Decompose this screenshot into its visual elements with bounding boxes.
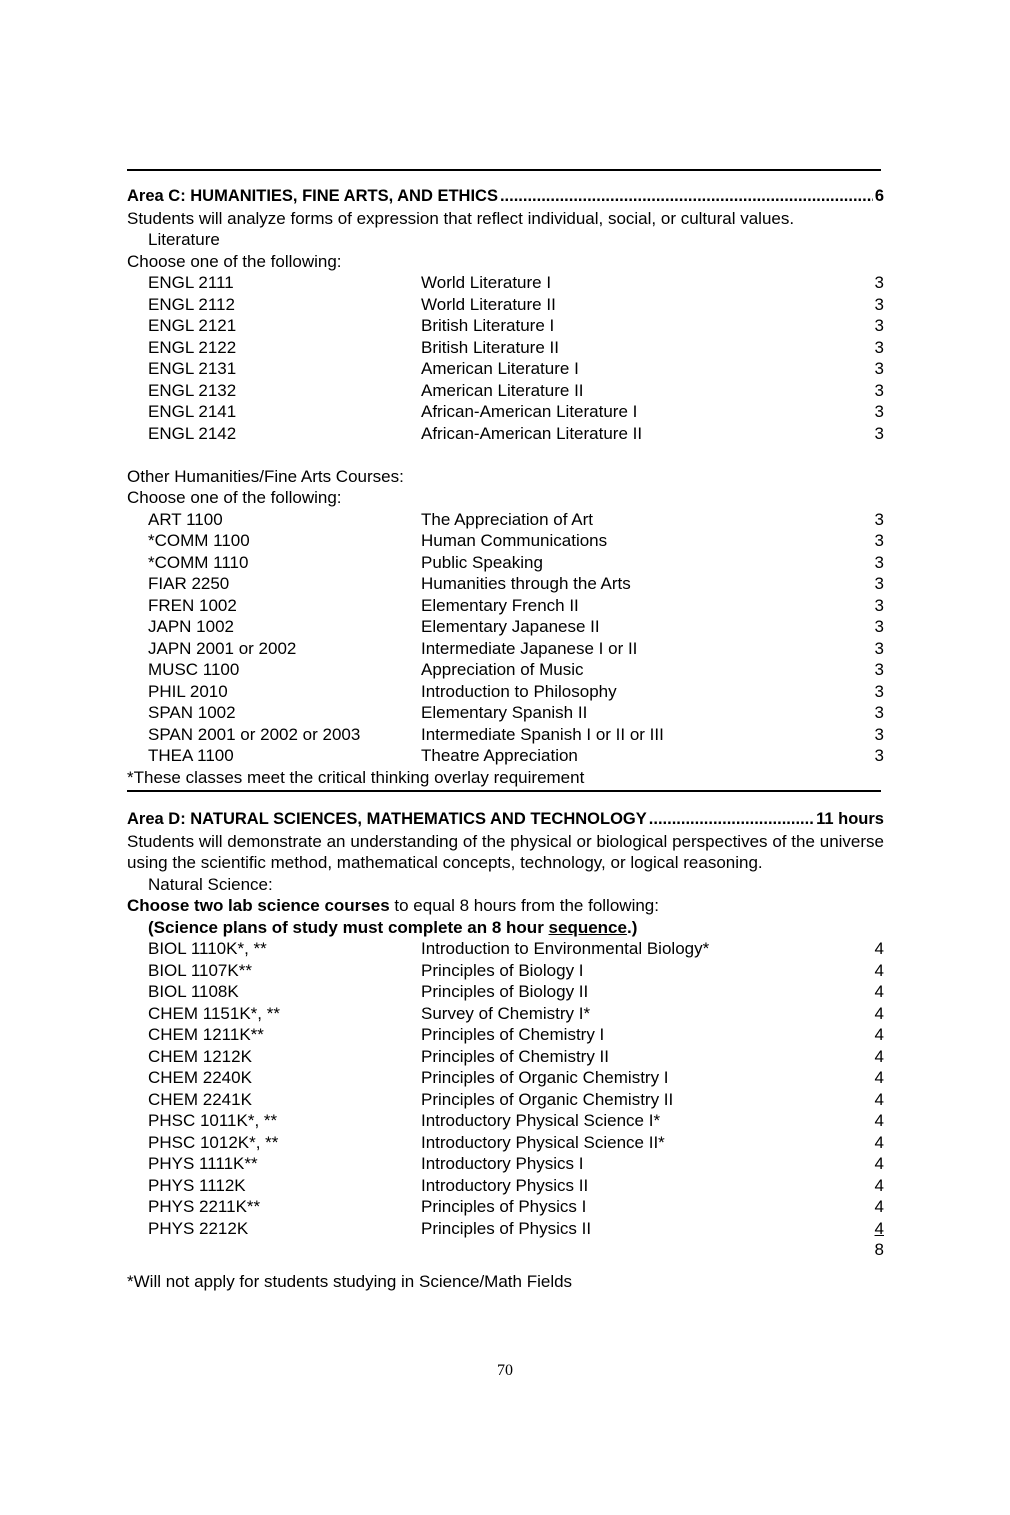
course-hours: 3	[874, 402, 884, 421]
course-row	[127, 272, 884, 294]
course-hours: 3	[874, 531, 884, 550]
course-title: American Literature I	[421, 359, 579, 378]
course-code: CHEM 2240K	[148, 1068, 252, 1087]
page-number: 70	[497, 1362, 513, 1379]
course-hours: 4	[874, 1175, 884, 1195]
course-hours: 4	[874, 939, 884, 958]
course-row	[127, 938, 884, 960]
course-hours: 3	[874, 337, 884, 357]
course-code: PHYS 1111K**	[148, 1154, 258, 1173]
course-code: FIAR 2250	[148, 574, 230, 593]
course-title: African-American Literature II	[421, 423, 643, 443]
course-hours: 3	[874, 703, 884, 722]
course-code: SPAN 2001 or 2002 or 2003	[148, 724, 361, 744]
course-row	[127, 724, 884, 746]
course-row	[127, 1110, 884, 1132]
total-hours: 8	[874, 1240, 884, 1259]
area-d-hours: 11 hours	[816, 810, 884, 828]
course-title: Theatre Appreciation	[421, 746, 578, 765]
area-c-heading	[127, 186, 884, 208]
course-hours: 4	[874, 1197, 884, 1216]
course-hours: 4	[874, 1046, 884, 1066]
course-title: The Appreciation of Art	[421, 509, 593, 529]
sequence-note-suffix: .)	[626, 917, 638, 937]
course-title: Public Speaking	[421, 552, 543, 572]
natural-science-label: Natural Science:	[148, 874, 273, 894]
course-title: Principles of Biology I	[421, 960, 584, 980]
course-code: ART 1100	[148, 509, 223, 529]
course-hours: 4	[874, 1111, 884, 1130]
course-code: ENGL 2112	[148, 294, 235, 314]
course-hours: 3	[874, 552, 884, 572]
course-code: ENGL 2141	[148, 402, 237, 421]
course-row	[127, 573, 884, 595]
course-title: Elementary Japanese II	[421, 617, 600, 636]
area-d-description: Students will demonstrate an understanding of the physical or biological perspectives of the universe using the scientific method, mathematical concepts, technology, or logical reasoning.	[127, 831, 884, 872]
course-hours: 4	[874, 1218, 884, 1238]
sequence-note-underlined: sequence	[548, 917, 627, 937]
course-hours: 3	[874, 509, 884, 529]
sequence-note-prefix: (Science plans of study must complete an 8 hour	[148, 917, 549, 937]
other-humanities-course-list	[127, 509, 884, 767]
literature-label: Literature	[148, 230, 220, 249]
course-title: Principles of Biology II	[421, 982, 589, 1001]
course-hours: 4	[874, 1154, 884, 1173]
course-hours: 4	[874, 1025, 884, 1044]
science-course-list	[127, 938, 884, 1239]
course-title: World Literature I	[421, 273, 552, 292]
course-row	[127, 1067, 884, 1089]
course-code: ENGL 2122	[148, 337, 237, 357]
course-row	[127, 638, 884, 660]
course-code: PHSC 1011K*, **	[148, 1111, 278, 1130]
choose-lab-science-rest: to equal 8 hours from the following:	[389, 896, 659, 915]
course-row	[127, 745, 884, 767]
course-title: Elementary Spanish II	[421, 703, 588, 722]
course-title: Humanities through the Arts	[421, 574, 631, 593]
course-title: Principles of Physics I	[421, 1197, 587, 1216]
course-title: Principles of Chemistry II	[421, 1046, 609, 1066]
course-title: Elementary French II	[421, 595, 579, 615]
course-title: Principles of Chemistry I	[421, 1025, 605, 1044]
course-code: CHEM 1212K	[148, 1046, 252, 1066]
course-hours: 3	[874, 359, 884, 378]
course-hours: 4	[874, 982, 884, 1001]
course-row	[127, 1153, 884, 1175]
course-code: PHYS 1112K	[148, 1175, 246, 1195]
course-row	[127, 616, 884, 638]
course-hours: 3	[874, 423, 884, 443]
course-title: World Literature II	[421, 294, 556, 314]
course-code: FREN 1002	[148, 595, 237, 615]
course-code: ENGL 2132	[148, 380, 237, 400]
literature-course-list	[127, 272, 884, 444]
choose-lab-science	[127, 895, 884, 917]
literature-choose: Choose one of the following:	[127, 251, 342, 271]
course-code: SPAN 1002	[148, 703, 236, 722]
course-row	[127, 509, 884, 531]
other-humanities-choose: Choose one of the following:	[127, 488, 342, 507]
course-row	[127, 315, 884, 337]
course-code: PHYS 2211K**	[148, 1197, 261, 1216]
course-code: THEA 1100	[148, 746, 234, 765]
course-hours: 4	[874, 960, 884, 980]
course-row	[127, 423, 884, 445]
course-row	[127, 1003, 884, 1025]
course-row	[127, 552, 884, 574]
course-title: Intermediate Spanish I or II or III	[421, 724, 664, 744]
course-row	[127, 358, 884, 380]
course-code: BIOL 1107K**	[148, 960, 252, 980]
course-hours: 4	[874, 1003, 884, 1023]
course-title: Introduction to Environmental Biology*	[421, 939, 710, 958]
course-hours: 4	[874, 1068, 884, 1087]
course-code: ENGL 2142	[148, 423, 237, 443]
course-title: Principles of Organic Chemistry II	[421, 1089, 674, 1109]
course-row	[127, 960, 884, 982]
course-title: American Literature II	[421, 380, 584, 400]
course-title: Intermediate Japanese I or II	[421, 638, 638, 658]
course-title: Introductory Physics I	[421, 1154, 584, 1173]
course-code: *COMM 1100	[148, 531, 250, 550]
course-code: PHYS 2212K	[148, 1218, 249, 1238]
course-code: ENGL 2131	[148, 359, 237, 378]
area-d-footnote: *Will not apply for students studying in Science/Math Fields	[127, 1271, 573, 1291]
course-hours: 3	[874, 746, 884, 765]
course-hours: 3	[874, 380, 884, 400]
course-hours: 3	[874, 316, 884, 335]
sequence-note	[127, 917, 884, 939]
course-row	[127, 401, 884, 423]
course-title: British Literature II	[421, 337, 559, 357]
course-row	[127, 659, 884, 681]
course-code: CHEM 2241K	[148, 1089, 252, 1109]
course-title: Principles of Physics II	[421, 1218, 592, 1238]
course-row	[127, 1046, 884, 1068]
course-hours: 3	[874, 595, 884, 615]
course-hours: 3	[874, 574, 884, 593]
course-title: Introduction to Philosophy	[421, 681, 617, 701]
course-title: Introductory Physical Science II*	[421, 1132, 665, 1152]
course-title: African-American Literature I	[421, 402, 638, 421]
course-code: *COMM 1110	[148, 552, 249, 572]
course-code: MUSC 1100	[148, 660, 240, 679]
course-hours: 4	[874, 1089, 884, 1109]
course-title: Introductory Physical Science I*	[421, 1111, 661, 1130]
course-hours: 3	[874, 724, 884, 744]
course-title: Survey of Chemistry I*	[421, 1003, 591, 1023]
course-hours: 3	[874, 617, 884, 636]
course-hours: 3	[874, 294, 884, 314]
course-row	[127, 1024, 884, 1046]
course-code: JAPN 1002	[148, 617, 234, 636]
course-code: PHIL 2010	[148, 681, 228, 701]
course-row	[127, 981, 884, 1003]
course-code: PHSC 1012K*, **	[148, 1132, 279, 1152]
course-row	[127, 294, 884, 316]
course-code: ENGL 2121	[148, 316, 237, 335]
course-code: CHEM 1151K*, **	[148, 1003, 280, 1023]
course-row	[127, 1218, 884, 1240]
area-d-title: Area D: NATURAL SCIENCES, MATHEMATICS AND TECHNOLOGY	[127, 810, 647, 828]
course-code: JAPN 2001 or 2002	[148, 638, 297, 658]
course-row	[127, 530, 884, 552]
course-hours: 3	[874, 638, 884, 658]
course-code: ENGL 2111	[148, 273, 234, 292]
course-row	[127, 380, 884, 402]
course-code: BIOL 1108K	[148, 982, 239, 1001]
course-title: Human Communications	[421, 531, 608, 550]
area-d-leader	[649, 809, 814, 831]
page-content	[127, 169, 884, 1292]
total-hours-row	[127, 1239, 884, 1261]
area-c-hours: 6	[874, 187, 884, 205]
area-c-leader	[500, 186, 873, 208]
course-row	[127, 702, 884, 724]
course-row	[127, 595, 884, 617]
course-row	[127, 681, 884, 703]
area-d-heading	[127, 809, 884, 831]
choose-lab-science-bold: Choose two lab science courses	[127, 896, 390, 915]
course-hours: 4	[874, 1132, 884, 1152]
course-row	[127, 1196, 884, 1218]
course-title: Principles of Organic Chemistry I	[421, 1068, 669, 1087]
course-title: Introductory Physics II	[421, 1175, 589, 1195]
course-code: CHEM 1211K**	[148, 1025, 264, 1044]
course-hours: 3	[874, 660, 884, 679]
course-hours: 3	[874, 273, 884, 292]
course-row	[127, 1132, 884, 1154]
course-row	[127, 1089, 884, 1111]
course-row	[127, 337, 884, 359]
course-title: British Literature I	[421, 316, 555, 335]
other-humanities-label: Other Humanities/Fine Arts Courses:	[127, 466, 404, 486]
area-c-title: Area C: HUMANITIES, FINE ARTS, AND ETHICS	[127, 187, 498, 205]
course-hours: 3	[874, 681, 884, 701]
course-code: BIOL 1110K*, **	[148, 939, 267, 958]
area-c-footnote: *These classes meet the critical thinking overlay requirement	[127, 767, 585, 787]
course-title: Appreciation of Music	[421, 660, 584, 679]
area-c-description: Students will analyze forms of expression that reflect individual, social, or cultural values.	[127, 208, 795, 228]
course-row	[127, 1175, 884, 1197]
